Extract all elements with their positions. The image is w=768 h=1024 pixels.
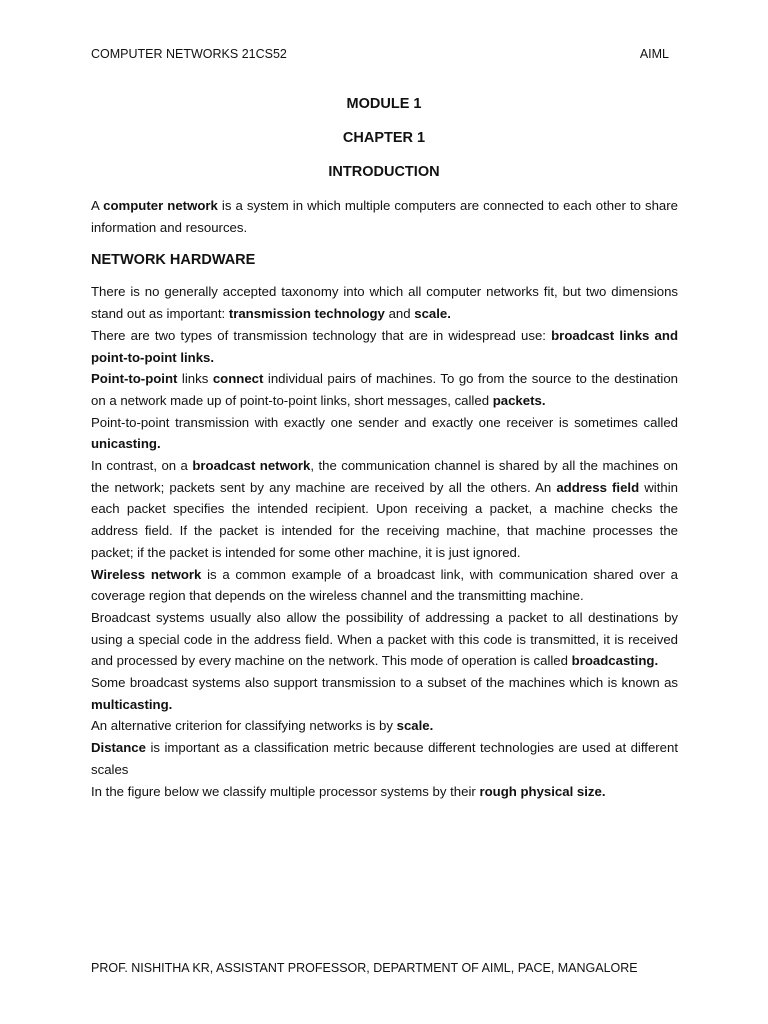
text-run: and [384, 306, 415, 322]
module-title: MODULE 1 [346, 96, 422, 112]
bold-term: unicasting. [91, 436, 161, 452]
intro-paragraph [91, 195, 678, 238]
title-block [0, 94, 768, 196]
text-run: An alternative criterion for classifying networks is by [91, 718, 397, 734]
paragraph-distance [91, 737, 678, 780]
bold-term: broadcasting. [571, 653, 659, 669]
body-content [91, 195, 678, 802]
bold-term: connect [212, 371, 264, 387]
page-header [91, 47, 669, 61]
bold-term: transmission technology [228, 306, 385, 322]
text-run: There are two types of transmission technology that are in widespread use: [91, 327, 552, 343]
chapter-title: CHAPTER 1 [342, 130, 426, 146]
paragraph-scale [91, 715, 678, 737]
text-run: In the figure below we classify multiple processor systems by their [91, 783, 480, 799]
bold-term: multicasting. [91, 696, 173, 712]
text-run: within each packet specifies the intended recipient. Upon receiving a packet, a machine checks the address field. If the packet is intended for the receiving machine, that machine processes the packet; if the packet is intended for some other machine, it is just ignored. [91, 479, 678, 560]
bold-term: computer network [103, 198, 218, 213]
bold-term: packets. [492, 392, 546, 408]
paragraph-wireless [91, 564, 678, 607]
bold-term: address field [556, 479, 640, 495]
paragraph-multicasting [91, 672, 678, 715]
paragraph-point-to-point [91, 368, 678, 411]
text-run: There is no generally accepted taxonomy into which all computer networks fit, but two dimensions stand out as important: [91, 284, 678, 322]
introduction-title: INTRODUCTION [328, 164, 440, 180]
bold-term: Wireless network [91, 566, 202, 582]
paragraph-broadcast-network [91, 455, 678, 564]
text-run: , the communication channel is shared by all the machines on the network; packets sent by any machine are received by all the others. An [91, 458, 678, 495]
text-run: A [91, 198, 104, 213]
bold-term: scale. [414, 306, 451, 322]
text-run: is important as a classification metric because different technologies are used at different scales [91, 740, 678, 777]
paragraph-broadcasting [91, 607, 678, 672]
text-run: Point-to-point transmission with exactly one sender and exactly one receiver is sometimes called [91, 414, 678, 430]
text-run: Broadcast systems usually also allow the possibility of addressing a packet to all destinations by using a special code in the address field. When a packet with this code is transmitted, it is received and processed by every machine on the network. This mode of operation is called [91, 609, 678, 669]
header-dept: AIML [639, 47, 669, 61]
bold-term: broadcast network [192, 458, 311, 474]
page-footer: PROF. NISHITHA KR, ASSISTANT PROFESSOR, DEPARTMENT OF AIML, PACE, MANGALORE [91, 961, 638, 975]
paragraph-taxonomy [91, 281, 678, 324]
text-run: links [177, 371, 213, 387]
paragraph-transmission-types [91, 325, 678, 368]
text-run: individual pairs of machines. To go from the source to the destination on a network made up of point-to-point links, short messages, called [91, 371, 678, 408]
section-heading: NETWORK HARDWARE [91, 252, 256, 269]
text-run: Some broadcast systems also support transmission to a subset of the machines which is known as [91, 675, 678, 691]
bold-term: Point-to-point [91, 371, 178, 387]
bold-term: rough physical size. [479, 783, 606, 799]
text-run: is a system in which multiple computers are connected to each other to share information and resources. [91, 198, 678, 235]
header-course: COMPUTER NETWORKS 21CS52 [91, 47, 287, 61]
bold-term: Distance [91, 740, 146, 756]
paragraph-unicasting [91, 412, 678, 455]
text-run: In contrast, on a [91, 458, 193, 474]
bold-term: scale. [396, 718, 434, 734]
text-run: is a common example of a broadcast link, with communication shared over a coverage region that depends on the wireless channel and the transmitting machine. [91, 566, 678, 604]
bold-term: broadcast links and point-to-point links. [91, 327, 678, 365]
paragraph-figure-intro [91, 781, 678, 803]
